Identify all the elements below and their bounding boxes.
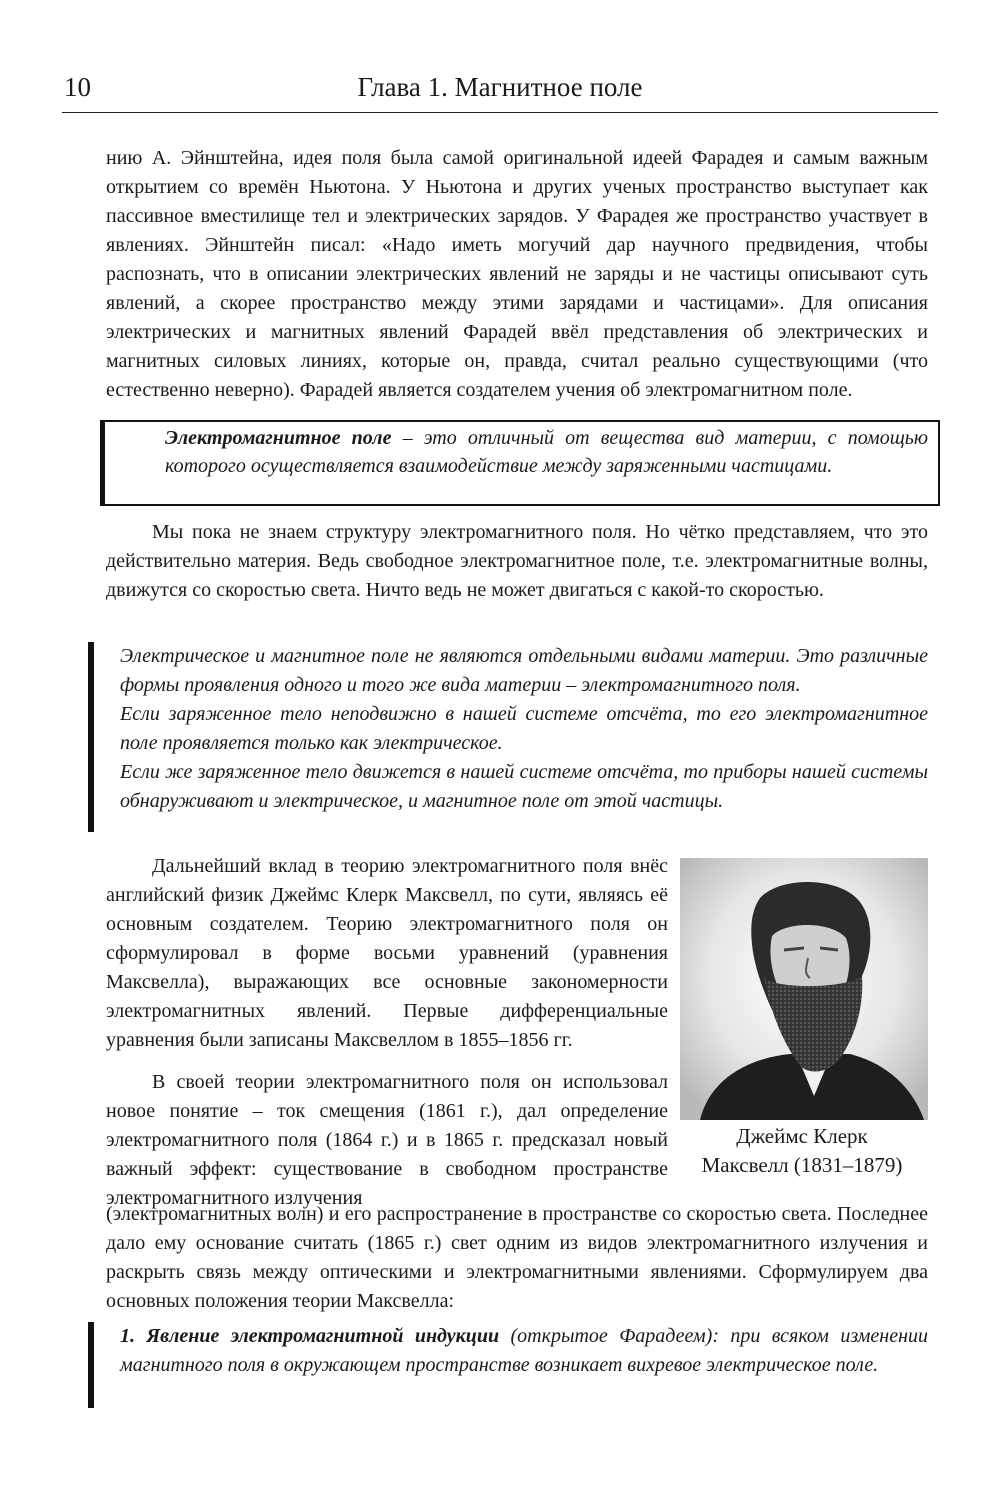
caption-line-2: Максвелл (1831–1879)	[701, 1153, 903, 1177]
portrait-image	[680, 858, 928, 1120]
paragraph-faraday: нию А. Эйнштейна, идея поля была самой оригинальной идеей Фарадея и самым важным открытием со времён Ньютона. У Ньютона и других ученых пространство выступает как пассивное вместилище тел и электрических зарядов. У Фарадея же пространство участвует в явлениях. Эйнштейн писал: «Надо иметь могучий дар научного предвидения, чтобы распознать, что в описании электрических явлений не заряды и не частицы описывают суть явлений, а скорее пространство между этими зарядами и частицами». Для описания электрических и магнитных явлений Фарадей ввёл представления об электрических и магнитных силовых линиях, которые он, правда, считал реально существующими (что естественно неверно). Фарадей является создателем учения об электромагнитном поле.	[106, 147, 928, 401]
definition-text	[165, 424, 928, 480]
paragraph-field-structure: Мы пока не знаем структуру электромагнитного поля. Но чётко представляем, что это действительно материя. Ведь свободное электромагнитное поле, т.е. электромагнитные волны, движутся со скоростью света. Ничто ведь не может двигаться с какой-то скоростью.	[106, 521, 928, 601]
definition-box	[100, 420, 940, 506]
note-line: Если заряженное тело неподвижно в нашей системе отсчёта, то его электромагнитное поле проявляется только как электрическое.	[120, 703, 928, 754]
maxwell-portrait	[680, 858, 928, 1120]
law-text	[120, 1322, 928, 1380]
caption-line-1: Джеймс Клерк	[736, 1124, 868, 1148]
running-title: Глава 1. Магнитное поле	[357, 72, 643, 102]
maxwell-law-block	[88, 1322, 928, 1408]
note-line: Электрическое и магнитное поле не являются отдельными видами материи. Это различные формы проявления одного и того же вида материи – электромагнитного поля.	[120, 645, 928, 696]
paragraph-displacement-current: В своей теории электромагнитного поля он использовал новое понятие – ток смещения (1861 г.), дал определение электромагнитного поля (1864 г.) и в 1865 г. предсказал новый важный эффект: существование в свободном пространстве электромагнитного излучения	[106, 1071, 668, 1209]
page-header	[62, 72, 938, 110]
page-number: 10	[64, 72, 91, 102]
portrait-caption	[676, 1122, 928, 1180]
law-title: 1. Явление электромагнитной индукции	[120, 1325, 500, 1347]
note-line: Если же заряженное тело движется в нашей системе отсчёта, то приборы нашей системы обнаруживают и электрическое, и магнитное поле от этой частицы.	[120, 761, 928, 812]
note-block	[88, 642, 928, 832]
paragraph-maxwell: Дальнейший вклад в теорию электромагнитного поля внёс английский физик Джеймс Клерк Максвелл, по сути, являясь её основным создателем. Теорию электромагнитного поля он сформулировал в форме восьми уравнений (уравнения Максвелла), выражающих все основные закономерности электромагнитных явлений. Первые дифференциальные уравнения были записаны Максвеллом в 1855–1856 гг.	[106, 855, 668, 1051]
header-rule	[62, 112, 938, 113]
definition-term: Электромагнитное поле	[165, 427, 392, 449]
law-body: (открытое Фарадеем): при всяком изменении магнитного поля в окружающем пространстве возникает вихревое электрическое поле.	[120, 1325, 928, 1376]
paragraph-light-em: (электромагнитных волн) и его распространение в пространстве со скоростью света. Последнее дало ему основание считать (1865 г.) свет одним из видов электромагнитного излучения и раскрыть связь между оптическими и электромагнитными явлениями. Сформулируем два основных положения теории Максвелла:	[106, 1203, 928, 1312]
definition-body: – это отличный от вещества вид материи, с помощью которого осуществляется взаимодействие между заряженными частицами.	[165, 427, 928, 477]
